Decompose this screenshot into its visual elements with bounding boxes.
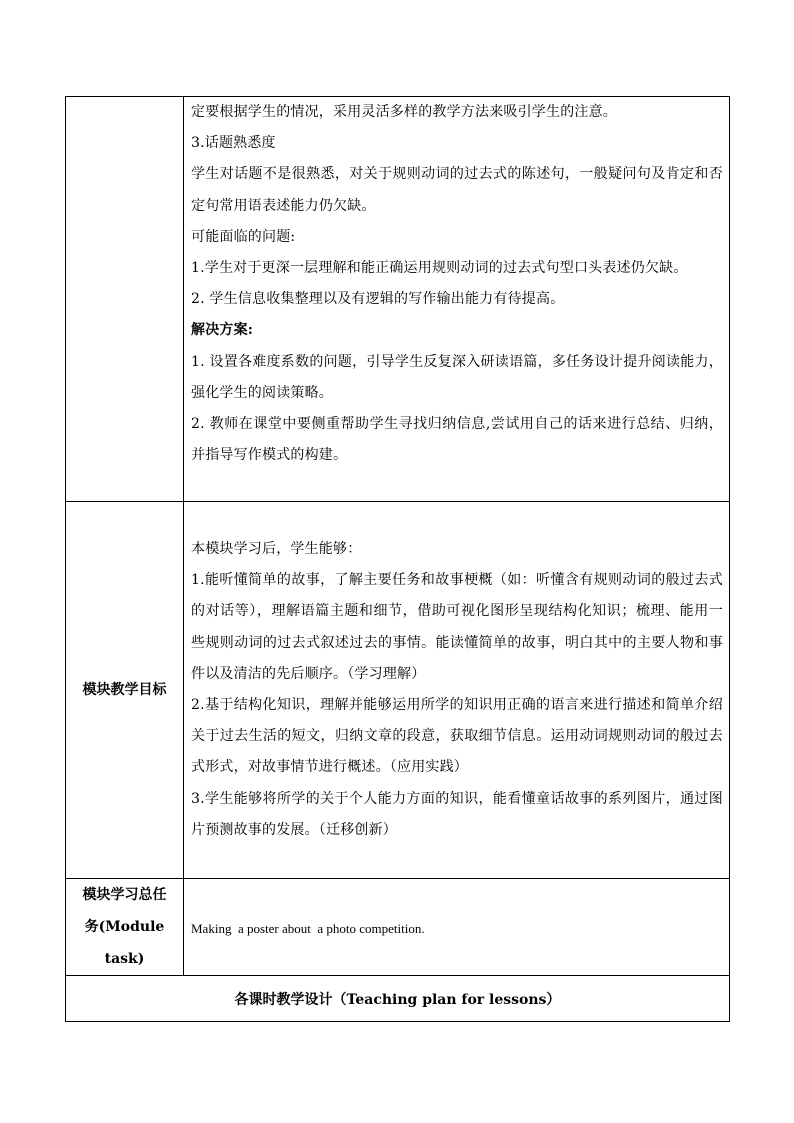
teaching-design-table: [65, 96, 730, 1022]
problem-2: 2. 学生信息收集整理以及有逻辑的写作输出能力有待提高。: [191, 291, 565, 308]
plan-header-row: [66, 976, 730, 1022]
task-label-line-2: 务(Module: [84, 919, 165, 935]
analysis-text-block: [191, 97, 723, 471]
possible-problems-heading: 可能面临的问题:: [191, 228, 296, 245]
goals-content-cell: [184, 502, 730, 879]
goals-label: 模块教学目标: [66, 502, 184, 879]
task-label-cell: [66, 879, 184, 976]
plan-header: 各课时教学设计（Teaching plan for lessons）: [66, 976, 730, 1022]
analysis-label-cell: [66, 97, 184, 502]
task-content-cell: [184, 879, 730, 976]
goal-item-3: 3.学生能够将所学的关于个人能力方面的知识，能看懂童话故事的系列图片，通过图片预测故事的发展。（迁移创新）: [191, 790, 723, 838]
analysis-row: [66, 97, 730, 502]
topic-familiarity-heading: 3.话题熟悉度: [191, 135, 276, 152]
solutions-heading: 解决方案:: [191, 322, 254, 339]
analysis-content-cell: [184, 97, 730, 502]
task-content: Making a poster about a photo competition.: [191, 920, 425, 936]
solution-2: 2. 教师在课堂中要侧重帮助学生寻找归纳信息,尝试用自己的话来进行总结、归纳，并指导写作模式的构建。: [191, 416, 723, 464]
problem-1: 1.学生对于更深一层理解和能正确运用规则动词的过去式句型口头表述仍欠缺。: [191, 260, 688, 277]
task-label-line-3: task): [104, 951, 145, 967]
task-label-line-1: 模块学习总任: [82, 887, 167, 903]
task-row: [66, 879, 730, 976]
analysis-line-3: 学生对话题不是很熟悉，对关于规则动词的过去式的陈述句，一般疑问句及肯定和否定句常用语表述能力仍欠缺。: [191, 166, 723, 214]
goals-intro: 本模块学习后，学生能够：: [191, 540, 362, 557]
goals-row: [66, 502, 730, 879]
goal-item-1: 1.能听懂简单的故事，了解主要任务和故事梗概（如：听懂含有规则动词的般过去式的对话等），理解语篇主题和细节，借助可视化图形呈现结构化知识；梳理、能用一些规则动词的过去式叙述过去的事情。能读懂简单的故事，明白其中的主要人物和事件以及清洁的先后顺序。（学习理解）: [191, 572, 723, 682]
goal-item-2: 2.基于结构化知识，理解并能够运用所学的知识用正确的语言来进行描述和简单介绍关于过去生活的短文，归纳文章的段意，获取细节信息。运用动词规则动词的般过去式形式，对故事情节进行概述。（应用实践）: [191, 697, 723, 776]
analysis-line-1: 定要根据学生的情况，采用灵活多样的教学方法来吸引学生的注意。: [191, 104, 617, 120]
solution-1: 1. 设置各难度系数的问题，引导学生反复深入研读语篇，多任务设计提升阅读能力，强化学生的阅读策略。: [191, 353, 723, 401]
